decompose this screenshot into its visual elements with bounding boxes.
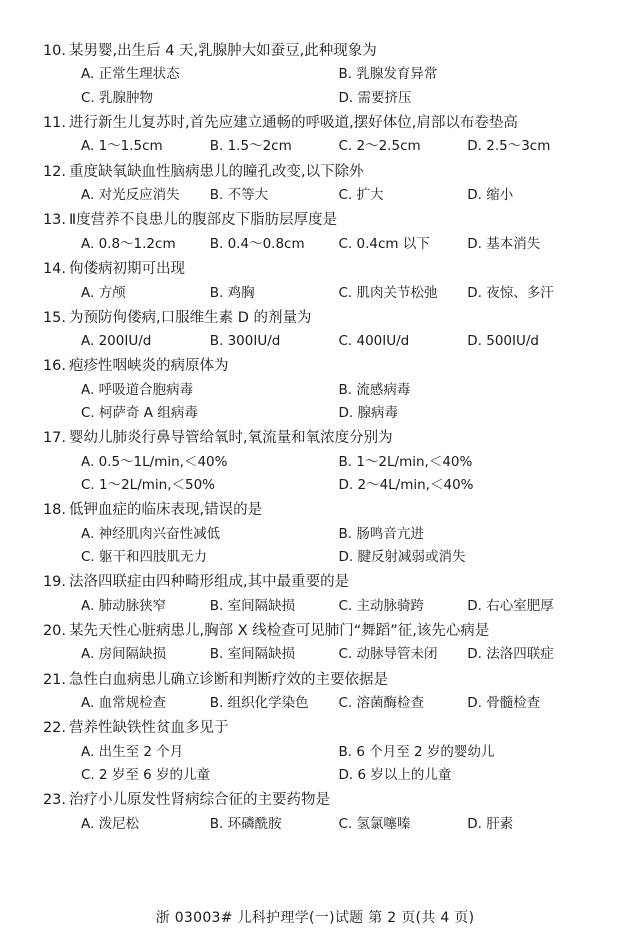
option-choice[interactable]: D. 骨髓检查: [467, 695, 541, 712]
option-choice[interactable]: D. 基本消失: [467, 235, 541, 252]
question-stem: [42, 355, 596, 378]
option-choice[interactable]: B. 0.4～0.8cm: [209, 235, 305, 252]
option-choice[interactable]: B. 流感病毒: [338, 381, 411, 398]
option-choice[interactable]: B. 室间隔缺损: [209, 646, 296, 663]
option-choice[interactable]: C. 柯萨奇 A 组病毒: [81, 405, 198, 422]
question-stem: [42, 571, 596, 594]
option-choice[interactable]: D. 需要挤压: [338, 89, 412, 106]
option-choice[interactable]: A. 神经肌肉兴奋性减低: [81, 525, 221, 542]
option-choice[interactable]: D. 缩小: [467, 187, 514, 204]
question-number: 21.: [42, 671, 66, 688]
option-choice[interactable]: D. 右心室肥厚: [467, 597, 554, 614]
option-choice[interactable]: A. 肺动脉狭窄: [81, 597, 167, 614]
option-choice[interactable]: D. 肝素: [467, 815, 514, 832]
question-text: Ⅱ度营养不良患儿的腹部皮下脂肪层厚度是: [69, 212, 338, 229]
option-choice[interactable]: A. 呼吸道合胞病毒: [81, 381, 194, 398]
option-choice[interactable]: B. 乳腺发育异常: [338, 66, 438, 83]
question-text: 重度缺氧缺血性脑病患儿的瞳孔改变,以下除外: [69, 163, 364, 180]
question-stem: [42, 258, 596, 281]
question-number: 12.: [42, 163, 66, 180]
question-item: [42, 258, 596, 305]
question-number: 17.: [42, 430, 66, 447]
option-choice[interactable]: D. 法洛四联症: [467, 646, 554, 663]
question-item: [42, 620, 596, 667]
option-group: [42, 282, 596, 305]
question-stem: [42, 669, 596, 692]
question-text: 进行新生儿复苏时,首先应建立通畅的呼吸道,摆好体位,肩部以布卷垫高: [69, 114, 518, 131]
option-group: [42, 813, 596, 836]
option-group: [42, 379, 596, 425]
question-text: 营养性缺铁性贫血多见于: [69, 720, 229, 737]
question-number: 22.: [42, 720, 66, 737]
question-item: [42, 209, 596, 256]
question-number: 18.: [42, 502, 66, 519]
option-choice[interactable]: D. 500IU/d: [467, 333, 539, 350]
question-item: [42, 571, 596, 618]
question-number: 19.: [42, 574, 66, 591]
question-stem: [42, 112, 596, 135]
option-choice[interactable]: A. 正常生理状态: [81, 66, 180, 83]
option-choice[interactable]: C. 400IU/d: [338, 333, 410, 350]
question-text: 某男婴,出生后 4 天,乳腺肿大如蚕豆,此种现象为: [69, 43, 377, 59]
question-text: 佝偻病初期可出现: [69, 261, 185, 278]
question-item: [42, 789, 596, 836]
option-choice[interactable]: D. 2～4L/min,＜40%: [338, 477, 474, 494]
question-text: 疱疹性咽峡炎的病原体为: [69, 358, 229, 375]
option-group: [42, 643, 596, 666]
question-stem: [42, 209, 596, 232]
question-stem: [42, 620, 596, 643]
option-choice[interactable]: C. 扩大: [338, 187, 384, 204]
option-choice[interactable]: C. 2 岁至 6 岁的儿童: [81, 767, 211, 784]
option-choice[interactable]: C. 1～2L/min,＜50%: [81, 477, 216, 494]
option-choice[interactable]: A. 方颅: [81, 284, 126, 301]
question-item: [42, 40, 596, 110]
option-choice[interactable]: C. 2～2.5cm: [338, 138, 421, 155]
option-choice[interactable]: B. 不等大: [209, 187, 269, 204]
option-choice[interactable]: A. 泼尼松: [81, 815, 140, 832]
question-number: 15.: [42, 309, 66, 326]
option-group: [42, 692, 596, 715]
question-item: [42, 307, 596, 354]
option-choice[interactable]: C. 0.4cm 以下: [338, 235, 430, 252]
option-choice[interactable]: C. 躯干和四肢肌无力: [81, 548, 208, 565]
option-choice[interactable]: C. 动脉导管未闭: [338, 646, 438, 663]
option-group: [42, 184, 596, 207]
option-choice[interactable]: A. 房间隔缺损: [81, 646, 167, 663]
question-text: 婴幼儿肺炎行鼻导管给氧时,氧流量和氧浓度分别为: [69, 430, 393, 447]
question-stem: [42, 427, 596, 450]
option-group: [42, 741, 596, 787]
option-group: [42, 595, 596, 618]
question-stem: [42, 161, 596, 184]
option-group: [42, 451, 596, 497]
option-group: [42, 523, 596, 569]
option-choice[interactable]: A. 0.5～1L/min,＜40%: [81, 453, 228, 470]
question-number: 14.: [42, 261, 66, 278]
option-choice[interactable]: C. 乳腺肿物: [81, 89, 154, 106]
option-group: [42, 233, 596, 256]
option-choice[interactable]: B. 1～2L/min,＜40%: [338, 453, 473, 470]
option-choice[interactable]: B. 环磷酰胺: [209, 815, 282, 832]
option-choice[interactable]: C. 肌肉关节松弛: [338, 284, 438, 301]
question-number: 13.: [42, 212, 66, 229]
option-choice[interactable]: C. 溶菌酶检查: [338, 695, 425, 712]
option-choice[interactable]: B. 组织化学染色: [209, 695, 309, 712]
question-stem: [42, 789, 596, 812]
option-choice[interactable]: B. 1.5～2cm: [209, 138, 292, 155]
question-number: 20.: [42, 622, 66, 639]
option-choice[interactable]: D. 6 岁以上的儿童: [338, 767, 452, 784]
option-group: [42, 135, 596, 158]
option-choice[interactable]: A. 出生至 2 个月: [81, 743, 184, 760]
question-number: 23.: [42, 792, 66, 809]
question-item: [42, 427, 596, 497]
question-text: 为预防佝偻病,口服维生素 D 的剂量为: [69, 309, 312, 326]
question-number: 11.: [42, 114, 66, 131]
question-item: [42, 499, 596, 569]
option-choice[interactable]: A. 对光反应消失: [81, 187, 180, 204]
question-item: [42, 669, 596, 716]
question-text: 某先天性心脏病患儿,胸部 X 线检查可见肺门“舞蹈”征,该先心病是: [69, 622, 490, 639]
option-choice[interactable]: C. 氢氯噻嗪: [338, 815, 411, 832]
option-choice[interactable]: B. 鸡胸: [209, 284, 255, 301]
option-choice[interactable]: A. 0.8～1.2cm: [81, 235, 176, 252]
option-choice[interactable]: D. 腱反射减弱或消失: [338, 548, 466, 565]
option-choice[interactable]: B. 300IU/d: [209, 333, 281, 350]
option-choice[interactable]: B. 肠鸣音亢进: [338, 525, 424, 542]
option-choice[interactable]: C. 主动脉骑跨: [338, 597, 425, 614]
option-group: [42, 63, 596, 109]
question-text: 低钾血症的临床表现,错误的是: [69, 502, 263, 519]
question-item: [42, 161, 596, 208]
question-text: 法洛四联症由四种畸形组成,其中最重要的是: [69, 574, 350, 591]
option-choice[interactable]: B. 室间隔缺损: [209, 597, 296, 614]
question-number: 10.: [42, 43, 66, 59]
option-choice[interactable]: A. 血常规检查: [81, 695, 167, 712]
option-choice[interactable]: A. 1～1.5cm: [81, 138, 163, 155]
question-stem: [42, 499, 596, 522]
option-choice[interactable]: D. 夜惊、多汗: [467, 284, 554, 301]
question-item: [42, 112, 596, 159]
question-list: [42, 40, 596, 836]
question-stem: [42, 40, 596, 63]
option-group: [42, 330, 596, 353]
question-text: 急性白血病患儿确立诊断和判断疗效的主要依据是: [69, 671, 388, 688]
option-choice[interactable]: A. 200IU/d: [81, 333, 152, 350]
option-choice[interactable]: D. 腺病毒: [338, 405, 398, 422]
question-text: 治疗小儿原发性肾病综合征的主要药物是: [69, 792, 330, 809]
question-stem: [42, 307, 596, 330]
option-choice[interactable]: D. 2.5～3cm: [467, 138, 551, 155]
question-item: [42, 717, 596, 787]
question-stem: [42, 717, 596, 740]
page-footer: 浙 03003# 儿科护理学(一)试题 第 2 页(共 4 页): [155, 910, 475, 926]
question-item: [42, 355, 596, 425]
question-number: 16.: [42, 358, 66, 375]
option-choice[interactable]: B. 6 个月至 2 岁的婴幼儿: [338, 743, 495, 760]
